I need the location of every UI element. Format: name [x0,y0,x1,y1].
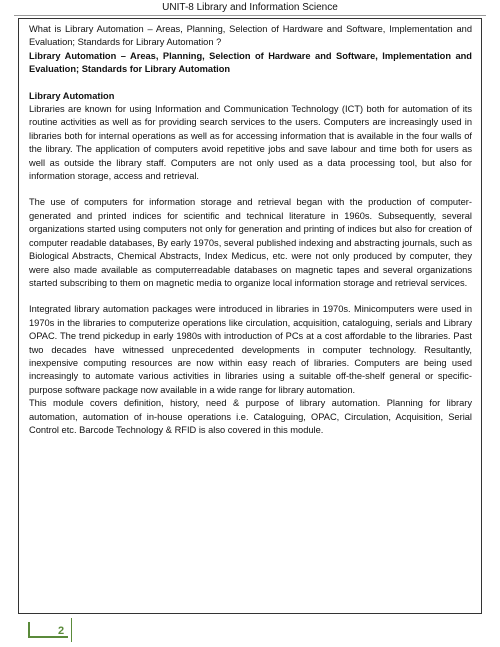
intro-question: What is Library Automation – Areas, Planning, Selection of Hardware and Software, Implementation and Evaluation; Standards for Library Automation ? [29,24,472,48]
spacer [29,77,472,90]
footer-divider [71,618,72,642]
spacer [29,183,472,196]
header-rule [14,15,486,16]
page-number: 2 [58,625,65,637]
running-header: UNIT-8 Library and Information Science [162,2,338,13]
section-heading: Library Automation [29,90,115,101]
intro-bold-heading: Library Automation – Areas, Planning, Selection of Hardware and Software, Implementation and Evaluation; Standards for Library Automation [29,50,472,75]
paragraph-1: Libraries are known for using Information and Communication Technology (ICT) both for automation of its routine activities as well as for providing search services to the users. Computers are increasingly used in libraries both for internal operations as well as for accessing information that is available in the four walls of the library. The application of computers avoid repetitive jobs and save labour and time both for users as well as outside the library staff. Computers are not only used as a data processing tool, but also for information storage, access and retrieval. [29,104,472,182]
paragraph-4: This module covers definition, history, need & purpose of library automation. Planning for library automation, automation of in-house operations i.e. Cataloguing, OPAC, Circulation, Acquisition, Serial Control etc. Barcode Technology & RFID is also covered in this module. [29,398,472,435]
spacer [29,290,472,303]
page-content [29,23,472,437]
paragraph-2: The use of computers for information storage and retrieval began with the production of computer-generated and printed indices for scientific and technical literature in 1960s. Subsequently, several organizations started using computers not only for generation and printing of indices but also for creation of computer readable databases, By early 1970s, several published indexing and abstracting journals, such as Biological Abstracts, Chemical Abstracts, Index Medicus, etc. were not only produced by computer, they were also made available as computerreadable databases on magnetic tapes and several organizations started subscribing to them on magnetic media to organize local information storage and retrieval services. [29,197,472,288]
paragraph-3: Integrated library automation packages were introduced in libraries in 1970s. Minicomputers were used in 1970s in the libraries to computerize operations like circulation, acquisition, cataloguing, serials and Library OPAC. The trend pickedup in early 1980s with introduction of PCs at a cost affordable to the libraries. Past two decades have witnessed unprecedented developments in computer technology. Resultantly, inexpensive computing resources are now within easy reach of libraries. Computers are being used increasingly to automate various activities in libraries using a suitable off-the-shelf general or specific-purpose software package now available in a wide range for library automation. [29,304,472,395]
